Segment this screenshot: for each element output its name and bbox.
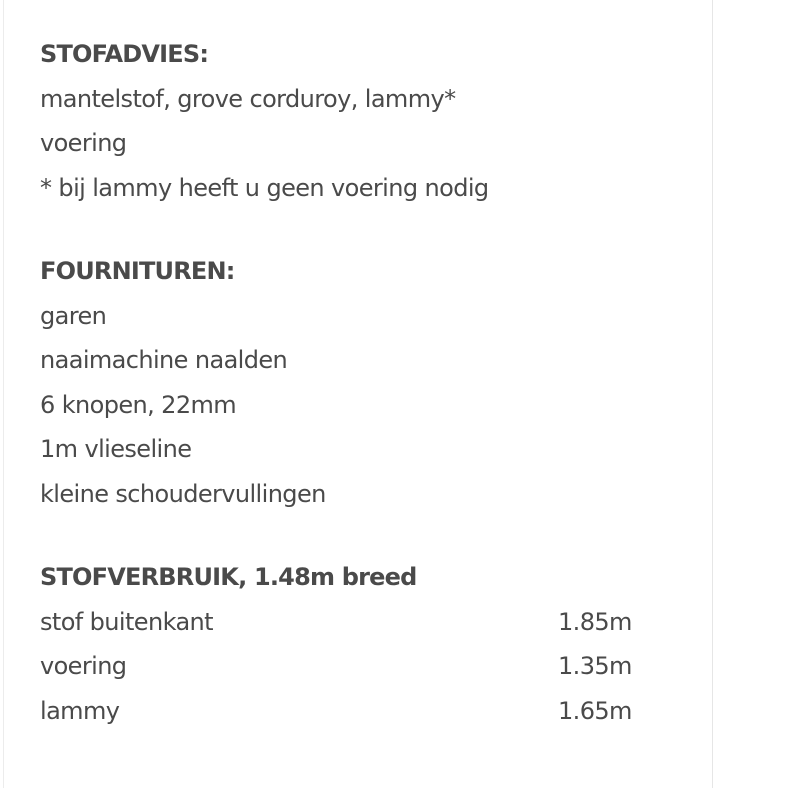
product-details <box>40 36 700 737</box>
fournituren-heading: FOURNITUREN: <box>40 257 235 285</box>
stofverbruik-label: voering <box>40 652 127 680</box>
content-right-border <box>712 0 713 788</box>
stofverbruik-heading: STOFVERBRUIK, 1.48m breed <box>40 563 417 591</box>
stofverbruik-amount: 1.85m <box>558 607 632 636</box>
stofverbruik-section <box>40 559 700 737</box>
stofverbruik-row <box>40 604 700 649</box>
fournituren-item: kleine schoudervullingen <box>40 479 326 508</box>
stofadvies-heading: STOFADVIES: <box>40 40 209 68</box>
fournituren-item: garen <box>40 301 107 330</box>
stofadvies-note: * bij lammy heeft u geen voering nodig <box>40 173 489 202</box>
section-spacer <box>40 520 700 559</box>
stofverbruik-row <box>40 648 700 693</box>
stofadvies-line: voering <box>40 129 127 157</box>
stofverbruik-label: lammy <box>40 696 120 725</box>
stofverbruik-amount: 1.35m <box>558 652 632 680</box>
stofverbruik-label: stof buitenkant <box>40 607 213 636</box>
stofverbruik-row <box>40 693 700 738</box>
section-spacer <box>40 214 700 253</box>
stofadvies-section <box>40 36 700 214</box>
content-left-border <box>3 0 4 788</box>
stofverbruik-amount: 1.65m <box>558 696 632 725</box>
fournituren-item: 1m vlieseline <box>40 435 192 463</box>
fournituren-item: naaimachine naalden <box>40 346 288 374</box>
stofadvies-line: mantelstof, grove corduroy, lammy* <box>40 84 456 113</box>
fournituren-section <box>40 253 700 520</box>
fournituren-item: 6 knopen, 22mm <box>40 390 237 419</box>
